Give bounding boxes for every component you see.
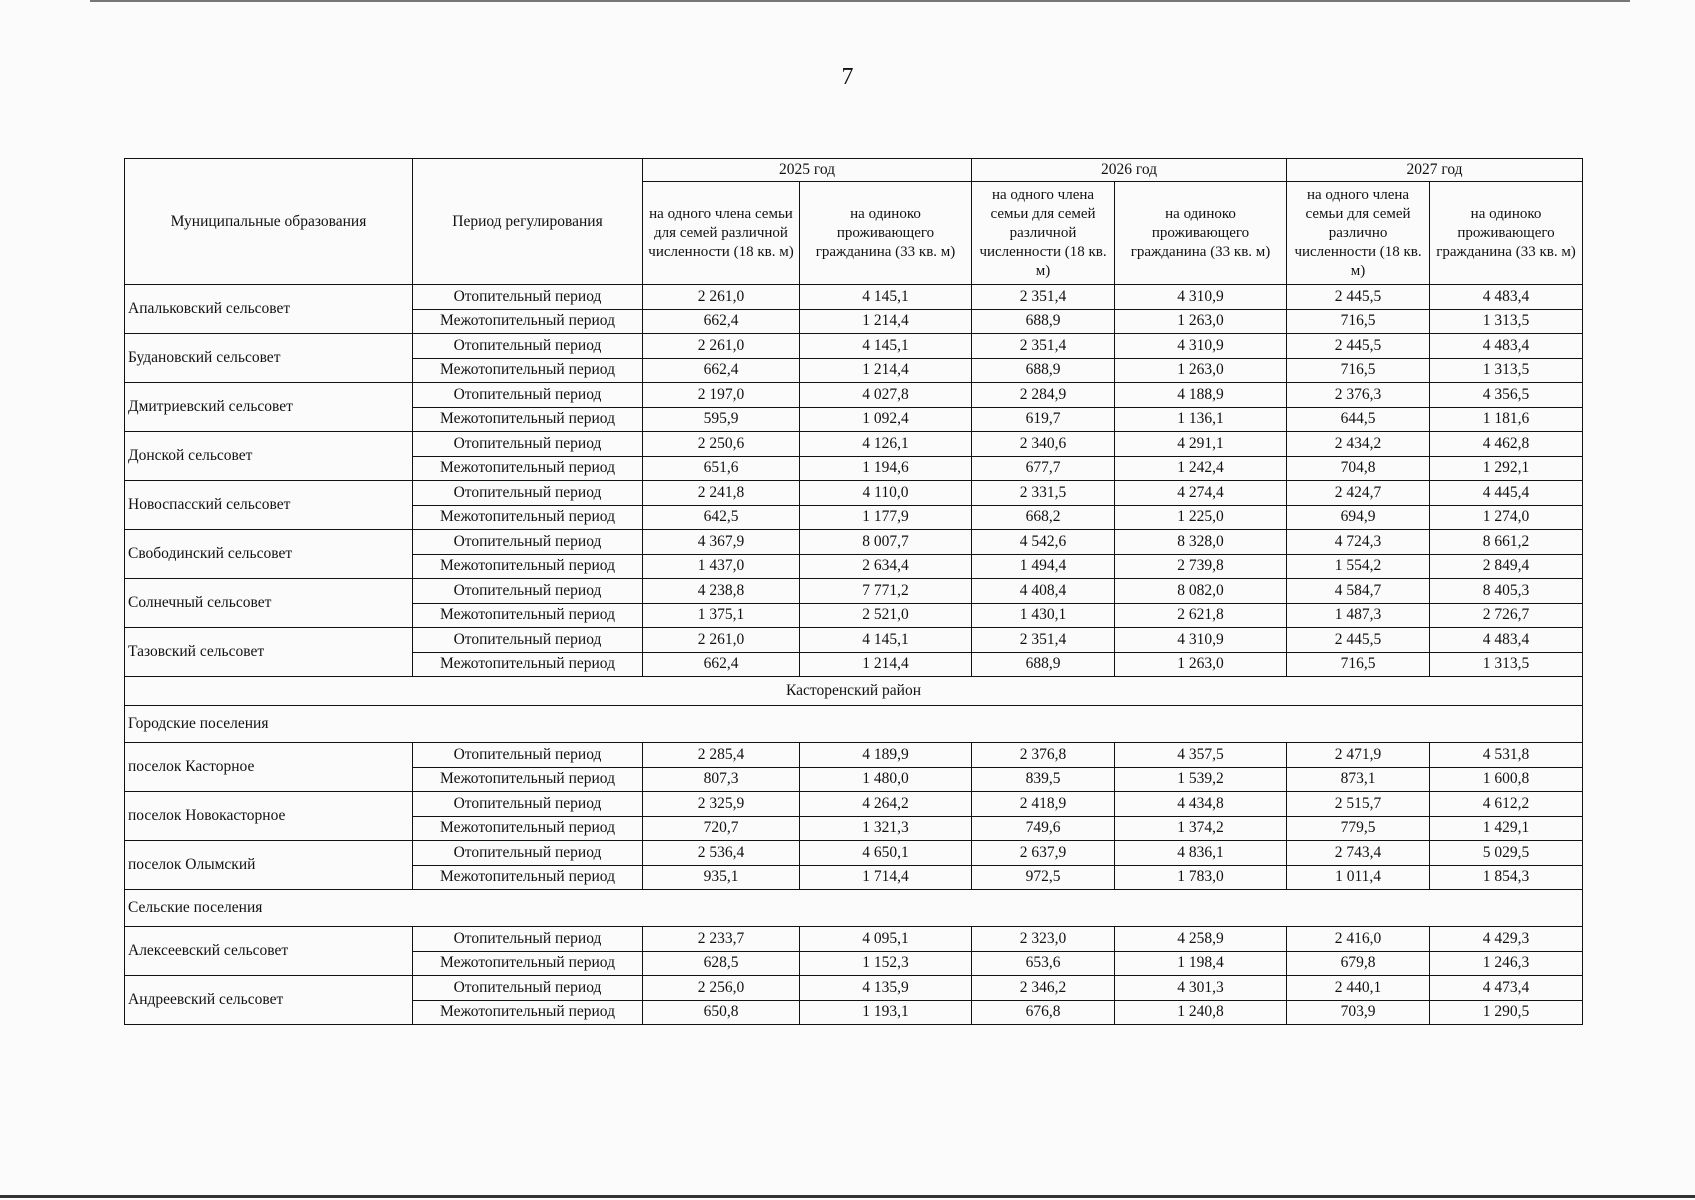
tariff-value: 1 214,4 (800, 309, 972, 334)
table-row (125, 841, 1583, 866)
tariff-value: 688,9 (972, 358, 1115, 383)
municipality-name: Донской сельсовет (125, 432, 413, 481)
tariff-value: 662,4 (643, 358, 800, 383)
header-single-resident-2026: на одиноко проживающего гражданина (33 кв. м) (1115, 182, 1287, 285)
tariff-value: 1 181,6 (1430, 407, 1583, 432)
municipality-name: поселок Олымский (125, 841, 413, 890)
tariff-value: 1 263,0 (1115, 309, 1287, 334)
tariff-value: 650,8 (643, 1000, 800, 1025)
tariff-value: 1 494,4 (972, 554, 1115, 579)
tariff-value: 8 328,0 (1115, 530, 1287, 555)
tariff-value: 2 471,9 (1287, 743, 1430, 768)
tariff-value: 1 225,0 (1115, 505, 1287, 530)
tariff-value: 4 356,5 (1430, 383, 1583, 408)
header-per-family-member-2025: на одного члена семьи для семей различной численности (18 кв. м) (643, 182, 800, 285)
tariff-value: 1 242,4 (1115, 456, 1287, 481)
period-nonheating: Межотопительный период (413, 505, 643, 530)
tariff-value: 1 152,3 (800, 951, 972, 976)
municipality-name: поселок Новокасторное (125, 792, 413, 841)
period-nonheating: Межотопительный период (413, 951, 643, 976)
tariff-value: 703,9 (1287, 1000, 1430, 1025)
tariff-value: 653,6 (972, 951, 1115, 976)
tariff-value: 2 743,4 (1287, 841, 1430, 866)
tariff-value: 1 429,1 (1430, 816, 1583, 841)
tariff-value: 4 145,1 (800, 334, 972, 359)
urban-settlements-heading: Городские поселения (125, 706, 1583, 743)
tariff-value: 1 374,2 (1115, 816, 1287, 841)
tariff-value: 679,8 (1287, 951, 1430, 976)
tariff-value: 1 487,3 (1287, 603, 1430, 628)
table-row (125, 285, 1583, 310)
tariff-value: 662,4 (643, 309, 800, 334)
bottom-scan-border (0, 1195, 1695, 1198)
tariff-value: 2 418,9 (972, 792, 1115, 817)
tariff-value: 1 313,5 (1430, 358, 1583, 383)
page-number: 7 (841, 64, 854, 90)
tariff-value: 2 416,0 (1287, 927, 1430, 952)
tariff-value: 4 264,2 (800, 792, 972, 817)
tariff-value: 2 284,9 (972, 383, 1115, 408)
tariff-value: 4 836,1 (1115, 841, 1287, 866)
tariff-value: 8 661,2 (1430, 530, 1583, 555)
table-row (125, 677, 1583, 706)
tariff-value: 4 135,9 (800, 976, 972, 1001)
tariff-value: 4 483,4 (1430, 285, 1583, 310)
rural-settlements-heading: Сельские поселения (125, 890, 1583, 927)
tariff-value: 1 011,4 (1287, 865, 1430, 890)
tariff-value: 1 263,0 (1115, 358, 1287, 383)
tariff-value: 4 301,3 (1115, 976, 1287, 1001)
tariff-value: 935,1 (643, 865, 800, 890)
tariff-value: 2 256,0 (643, 976, 800, 1001)
period-nonheating: Межотопительный период (413, 456, 643, 481)
tariff-value: 4 189,9 (800, 743, 972, 768)
tariff-value: 4 473,4 (1430, 976, 1583, 1001)
period-nonheating: Межотопительный период (413, 309, 643, 334)
tariff-value: 668,2 (972, 505, 1115, 530)
period-nonheating: Межотопительный период (413, 358, 643, 383)
tariff-value: 2 726,7 (1430, 603, 1583, 628)
tariff-value: 972,5 (972, 865, 1115, 890)
tariff-value: 4 310,9 (1115, 628, 1287, 653)
tariff-value: 1 539,2 (1115, 767, 1287, 792)
tariff-value: 4 027,8 (800, 383, 972, 408)
tariff-value: 1 246,3 (1430, 951, 1583, 976)
tariff-value: 642,5 (643, 505, 800, 530)
tariff-value: 1 198,4 (1115, 951, 1287, 976)
header-year-2026: 2026 год (972, 159, 1287, 182)
tariff-value: 2 445,5 (1287, 628, 1430, 653)
tariff-value: 4 650,1 (800, 841, 972, 866)
tariff-value: 4 310,9 (1115, 334, 1287, 359)
tariff-value: 8 007,7 (800, 530, 972, 555)
table-row (125, 383, 1583, 408)
period-heating: Отопительный период (413, 285, 643, 310)
period-heating: Отопительный период (413, 334, 643, 359)
tariff-value: 716,5 (1287, 652, 1430, 677)
top-scan-border (90, 0, 1630, 2)
tariff-value: 4 357,5 (1115, 743, 1287, 768)
tariff-value: 2 261,0 (643, 628, 800, 653)
tariff-value: 619,7 (972, 407, 1115, 432)
tariff-value: 4 145,1 (800, 285, 972, 310)
tariff-value: 1 214,4 (800, 358, 972, 383)
tariff-value: 4 429,3 (1430, 927, 1583, 952)
tariff-value: 720,7 (643, 816, 800, 841)
header-single-resident-2025: на одиноко проживающего гражданина (33 кв. м) (800, 182, 972, 285)
tariff-value: 677,7 (972, 456, 1115, 481)
tariff-value: 1 292,1 (1430, 456, 1583, 481)
tariff-value: 5 029,5 (1430, 841, 1583, 866)
tariff-value: 676,8 (972, 1000, 1115, 1025)
municipality-name: Свободинский сельсовет (125, 530, 413, 579)
table-row (125, 530, 1583, 555)
period-heating: Отопительный период (413, 530, 643, 555)
table-row (125, 579, 1583, 604)
tariff-value: 2 250,6 (643, 432, 800, 457)
tariff-value: 839,5 (972, 767, 1115, 792)
tariff-value: 651,6 (643, 456, 800, 481)
tariff-value: 644,5 (1287, 407, 1430, 432)
period-heating: Отопительный период (413, 579, 643, 604)
tariff-value: 2 351,4 (972, 334, 1115, 359)
header-single-resident-2027: на одиноко проживающего гражданина (33 кв. м) (1430, 182, 1583, 285)
tariff-value: 1 554,2 (1287, 554, 1430, 579)
table-row (125, 334, 1583, 359)
period-nonheating: Межотопительный период (413, 603, 643, 628)
tariff-value: 1 854,3 (1430, 865, 1583, 890)
period-nonheating: Межотопительный период (413, 816, 643, 841)
tariff-value: 2 521,0 (800, 603, 972, 628)
table-row (125, 706, 1583, 743)
tariff-value: 1 313,5 (1430, 652, 1583, 677)
table-row (125, 792, 1583, 817)
tariff-value: 2 331,5 (972, 481, 1115, 506)
tariff-value: 688,9 (972, 309, 1115, 334)
tariff-value: 1 313,5 (1430, 309, 1583, 334)
tariff-value: 2 637,9 (972, 841, 1115, 866)
table-row (125, 481, 1583, 506)
tariff-value: 2 634,4 (800, 554, 972, 579)
tariff-value: 2 621,8 (1115, 603, 1287, 628)
period-heating: Отопительный период (413, 927, 643, 952)
tariff-value: 4 110,0 (800, 481, 972, 506)
period-heating: Отопительный период (413, 432, 643, 457)
tariff-value: 1 600,8 (1430, 767, 1583, 792)
tariff-value: 2 440,1 (1287, 976, 1430, 1001)
period-heating: Отопительный период (413, 976, 643, 1001)
tariff-value: 4 258,9 (1115, 927, 1287, 952)
municipality-name: Андреевский сельсовет (125, 976, 413, 1025)
tariff-value: 4 612,2 (1430, 792, 1583, 817)
tariff-value: 1 437,0 (643, 554, 800, 579)
table-row (125, 927, 1583, 952)
tariff-value: 2 325,9 (643, 792, 800, 817)
tariff-value: 1 263,0 (1115, 652, 1287, 677)
tariff-value: 4 445,4 (1430, 481, 1583, 506)
municipality-name: Дмитриевский сельсовет (125, 383, 413, 432)
period-heating: Отопительный период (413, 383, 643, 408)
tariff-value: 2 424,7 (1287, 481, 1430, 506)
tariff-value: 4 542,6 (972, 530, 1115, 555)
tariff-value: 4 584,7 (1287, 579, 1430, 604)
tariff-value: 8 082,0 (1115, 579, 1287, 604)
tariff-value: 2 261,0 (643, 334, 800, 359)
tariff-value: 873,1 (1287, 767, 1430, 792)
tariff-value: 2 849,4 (1430, 554, 1583, 579)
period-heating: Отопительный период (413, 481, 643, 506)
district-heading: Касторенский район (125, 677, 1583, 706)
header-municipality: Муниципальные образования (125, 159, 413, 285)
tariff-value: 4 274,4 (1115, 481, 1287, 506)
tariff-value: 4 434,8 (1115, 792, 1287, 817)
tariff-value: 595,9 (643, 407, 800, 432)
tariff-value: 4 310,9 (1115, 285, 1287, 310)
tariff-value: 1 290,5 (1430, 1000, 1583, 1025)
table-row (125, 432, 1583, 457)
period-nonheating: Межотопительный период (413, 1000, 643, 1025)
tariff-value: 1 240,8 (1115, 1000, 1287, 1025)
table-row (125, 628, 1583, 653)
period-nonheating: Межотопительный период (413, 554, 643, 579)
tariff-value: 807,3 (643, 767, 800, 792)
tariff-value: 2 351,4 (972, 628, 1115, 653)
tariff-value: 2 340,6 (972, 432, 1115, 457)
tariff-value: 716,5 (1287, 309, 1430, 334)
tariff-value: 2 445,5 (1287, 334, 1430, 359)
tariff-value: 1 480,0 (800, 767, 972, 792)
tariff-value: 2 233,7 (643, 927, 800, 952)
tariff-value: 1 177,9 (800, 505, 972, 530)
tariff-value: 4 126,1 (800, 432, 972, 457)
header-period: Период регулирования (413, 159, 643, 285)
header-per-family-member-2027: на одного члена семьи для семей различно численности (18 кв. м) (1287, 182, 1430, 285)
municipality-name: Алексеевский сельсовет (125, 927, 413, 976)
tariff-value: 4 724,3 (1287, 530, 1430, 555)
table-row (125, 976, 1583, 1001)
municipality-name: поселок Касторное (125, 743, 413, 792)
tariff-value: 8 405,3 (1430, 579, 1583, 604)
tariff-value: 2 285,4 (643, 743, 800, 768)
tariff-value: 2 376,3 (1287, 383, 1430, 408)
tariff-value: 1 430,1 (972, 603, 1115, 628)
tariff-value: 4 462,8 (1430, 432, 1583, 457)
header-year-2027: 2027 год (1287, 159, 1583, 182)
tariff-value: 4 483,4 (1430, 334, 1583, 359)
municipality-name: Тазовский сельсовет (125, 628, 413, 677)
period-nonheating: Межотопительный период (413, 652, 643, 677)
tariff-value: 4 531,8 (1430, 743, 1583, 768)
period-heating: Отопительный период (413, 743, 643, 768)
tariff-value: 4 188,9 (1115, 383, 1287, 408)
period-heating: Отопительный период (413, 841, 643, 866)
header-per-family-member-2026: на одного члена семьи для семей различной численности (18 кв. м) (972, 182, 1115, 285)
tariff-value: 1 321,3 (800, 816, 972, 841)
period-nonheating: Межотопительный период (413, 865, 643, 890)
tariff-value: 4 483,4 (1430, 628, 1583, 653)
tariff-value: 2 351,4 (972, 285, 1115, 310)
tariff-value: 779,5 (1287, 816, 1430, 841)
period-nonheating: Межотопительный период (413, 767, 643, 792)
tariff-value: 1 214,4 (800, 652, 972, 677)
tariff-value: 2 739,8 (1115, 554, 1287, 579)
tariff-value: 1 194,6 (800, 456, 972, 481)
municipality-name: Будановский сельсовет (125, 334, 413, 383)
tariff-value: 716,5 (1287, 358, 1430, 383)
tariff-value: 2 241,8 (643, 481, 800, 506)
tariff-value: 704,8 (1287, 456, 1430, 481)
tariff-value: 1 714,4 (800, 865, 972, 890)
header-year-2025: 2025 год (643, 159, 972, 182)
tariff-value: 2 197,0 (643, 383, 800, 408)
tariff-value: 7 771,2 (800, 579, 972, 604)
tariff-value: 1 193,1 (800, 1000, 972, 1025)
tariff-value: 1 274,0 (1430, 505, 1583, 530)
tariff-value: 4 367,9 (643, 530, 800, 555)
tariff-table-body (125, 285, 1583, 1025)
table-row (125, 890, 1583, 927)
municipality-name: Солнечный сельсовет (125, 579, 413, 628)
table-row (125, 743, 1583, 768)
period-heating: Отопительный период (413, 792, 643, 817)
tariff-value: 694,9 (1287, 505, 1430, 530)
tariff-value: 688,9 (972, 652, 1115, 677)
tariff-value: 2 515,7 (1287, 792, 1430, 817)
tariff-value: 4 238,8 (643, 579, 800, 604)
tariff-value: 4 408,4 (972, 579, 1115, 604)
period-heating: Отопительный период (413, 628, 643, 653)
tariff-value: 1 783,0 (1115, 865, 1287, 890)
tariff-value: 2 445,5 (1287, 285, 1430, 310)
tariff-value: 2 376,8 (972, 743, 1115, 768)
municipality-name: Апальковский сельсовет (125, 285, 413, 334)
tariff-value: 2 346,2 (972, 976, 1115, 1001)
tariff-value: 1 136,1 (1115, 407, 1287, 432)
tariff-value: 749,6 (972, 816, 1115, 841)
tariff-table (124, 158, 1583, 1025)
tariff-value: 4 145,1 (800, 628, 972, 653)
tariff-value: 4 095,1 (800, 927, 972, 952)
tariff-value: 1 375,1 (643, 603, 800, 628)
tariff-value: 2 536,4 (643, 841, 800, 866)
tariff-value: 628,5 (643, 951, 800, 976)
tariff-value: 2 323,0 (972, 927, 1115, 952)
tariff-value: 2 261,0 (643, 285, 800, 310)
tariff-value: 1 092,4 (800, 407, 972, 432)
tariff-value: 2 434,2 (1287, 432, 1430, 457)
period-nonheating: Межотопительный период (413, 407, 643, 432)
municipality-name: Новоспасский сельсовет (125, 481, 413, 530)
tariff-value: 662,4 (643, 652, 800, 677)
tariff-value: 4 291,1 (1115, 432, 1287, 457)
